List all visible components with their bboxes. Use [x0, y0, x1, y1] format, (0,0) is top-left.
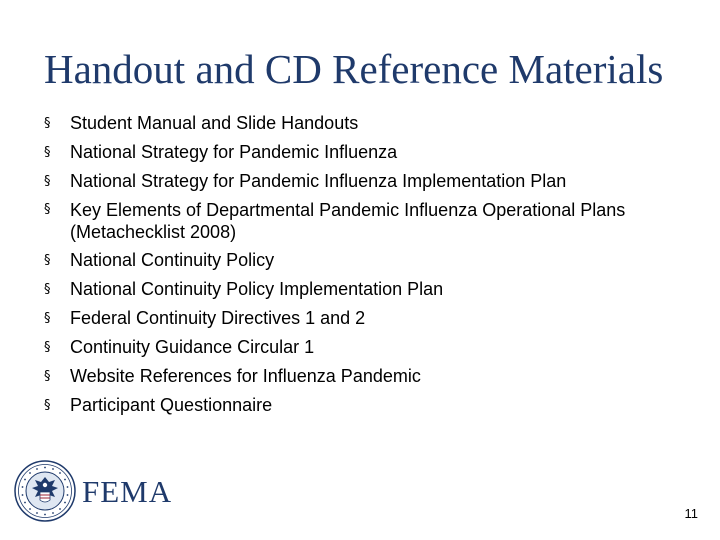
bullet-icon: §	[44, 398, 51, 413]
bullet-icon: §	[44, 145, 51, 160]
bullet-icon: §	[44, 253, 51, 268]
list-item	[44, 167, 664, 196]
list-item-text: National Continuity Policy	[70, 250, 275, 270]
list-item	[44, 275, 664, 304]
list-item-text: Student Manual and Slide Handouts	[70, 113, 359, 133]
list-item	[44, 391, 664, 420]
list-item-text: Federal Continuity Directives 1 and 2	[70, 308, 366, 328]
bullet-icon: §	[44, 202, 51, 217]
bullet-icon: §	[44, 116, 51, 131]
list-item	[44, 138, 664, 167]
list-item-text: National Strategy for Pandemic Influenza Implementation Plan	[70, 171, 567, 191]
seal-graphic	[14, 460, 76, 522]
dhs-seal-icon	[14, 460, 76, 522]
bullet-icon: §	[44, 340, 51, 355]
list-item	[44, 333, 664, 362]
bullet-icon: §	[44, 282, 51, 297]
slide-title: Handout and CD Reference Materials	[44, 46, 664, 92]
fema-logo: FEMA	[82, 474, 173, 509]
bullet-icon: §	[44, 311, 51, 326]
list-item-text: National Continuity Policy Implementation Plan	[70, 279, 444, 299]
bullet-list	[44, 109, 664, 420]
list-item-text: Participant Questionnaire	[70, 395, 273, 415]
page-number: 11	[684, 506, 698, 521]
bullet-icon: §	[44, 174, 51, 189]
list-item-text: National Strategy for Pandemic Influenza	[70, 142, 398, 162]
list-item	[44, 196, 664, 246]
list-item-text: Key Elements of Departmental Pandemic Influenza Operational Plans (Metachecklist 2008)	[70, 200, 626, 242]
list-item	[44, 304, 664, 333]
list-item	[44, 109, 664, 138]
list-item	[44, 246, 664, 275]
list-item-text: Continuity Guidance Circular 1	[70, 337, 315, 357]
list-item-text: Website References for Influenza Pandemic	[70, 366, 421, 386]
bullet-icon: §	[44, 369, 51, 384]
list-item	[44, 362, 664, 391]
